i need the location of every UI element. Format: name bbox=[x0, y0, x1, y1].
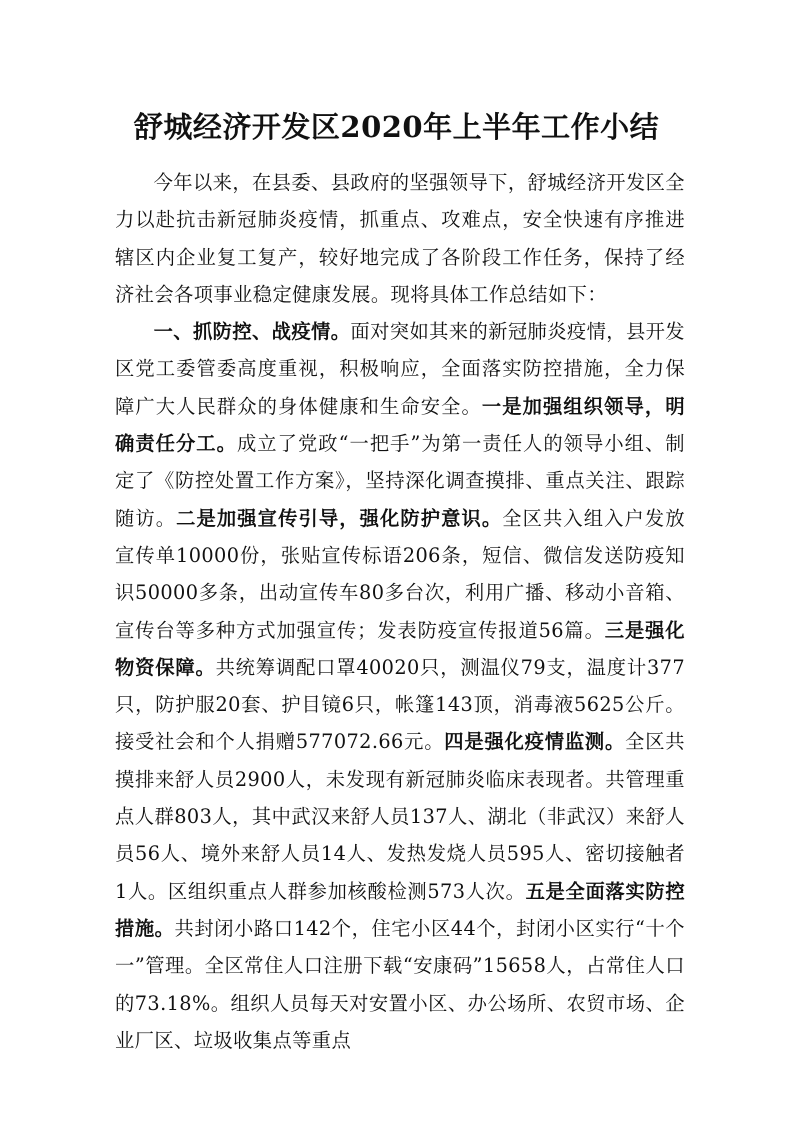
point-2-text: 全区共入组入户发放宣传单10000份，张贴宣传标语206条，短信、微信发送防疫知识50000多条，出动宣传车80多台次，利用广播、移动小音箱、宣传台等多种方式加强宣传；发表防疫宣传报道56篇。 bbox=[115, 506, 685, 642]
document-title: 舒城经济开发区2020年上半年工作小结 bbox=[133, 110, 660, 144]
point-5-title: 五是全面落实防控措施。 bbox=[115, 879, 686, 940]
document-body bbox=[115, 164, 685, 1059]
point-2-title: 二是加强宣传引导，强化防护意识。 bbox=[176, 506, 503, 530]
point-1-text: 成立了党政“一把手”为第一责任人的领导小组、制定了《防控处置工作方案》，坚持深化调查摸排、重点关注、跟踪随访。 bbox=[115, 432, 685, 530]
point-4-title: 四是强化疫情监测。 bbox=[444, 730, 626, 754]
point-1-title: 一是加强组织领导，明确责任分工。 bbox=[115, 394, 685, 456]
section-1-lead: 面对突如其来的新冠肺炎疫情，县开发区党工委管委高度重视，积极响应，全面落实防控措施，全力保障广大人民群众的身体健康和生命安全。 bbox=[115, 320, 685, 418]
intro-paragraph: 今年以来，在县委、县政府的坚强领导下，舒城经济开发区全力以赴抗击新冠肺炎疫情，抓重点、攻难点，安全快速有序推进辖区内企业复工复产，较好地完成了各阶段工作任务，保持了经济社会各项事业稳定健康发展。现将具体工作总结如下： bbox=[115, 171, 685, 306]
point-3-text: 共统筹调配口罩40020只，测温仪79支，温度计377只，防护服20套、护目镜6只，帐篷143顶，消毒液5625公斤。接受社会和个人捐赠577072.66元。 bbox=[115, 655, 685, 754]
section-1-paragraph bbox=[115, 313, 685, 1059]
point-3-title: 三是强化物资保障。 bbox=[115, 618, 685, 679]
section-1-heading: 一、抓防控、战疫情。 bbox=[153, 320, 351, 344]
point-4-text: 全区共摸排来舒人员2900人，未发现有新冠肺炎临床表现者。共管理重点人群803人，其中武汉来舒人员137人、湖北（非武汉）来舒人员56人、境外来舒人员14人、发热发烧人员595人、密切接触者1人。区组织重点人群参加核酸检测573人次。 bbox=[115, 730, 685, 903]
point-5-text: 共封闭小路口142个，住宅小区44个，封闭小区实行“十个一”管理。全区常住人口注册下载“安康码”15658人，占常住人口的73.18%。组织人员每天对安置小区、办公场所、农贸市场、企业厂区、垃圾收集点等重点 bbox=[115, 916, 685, 1052]
